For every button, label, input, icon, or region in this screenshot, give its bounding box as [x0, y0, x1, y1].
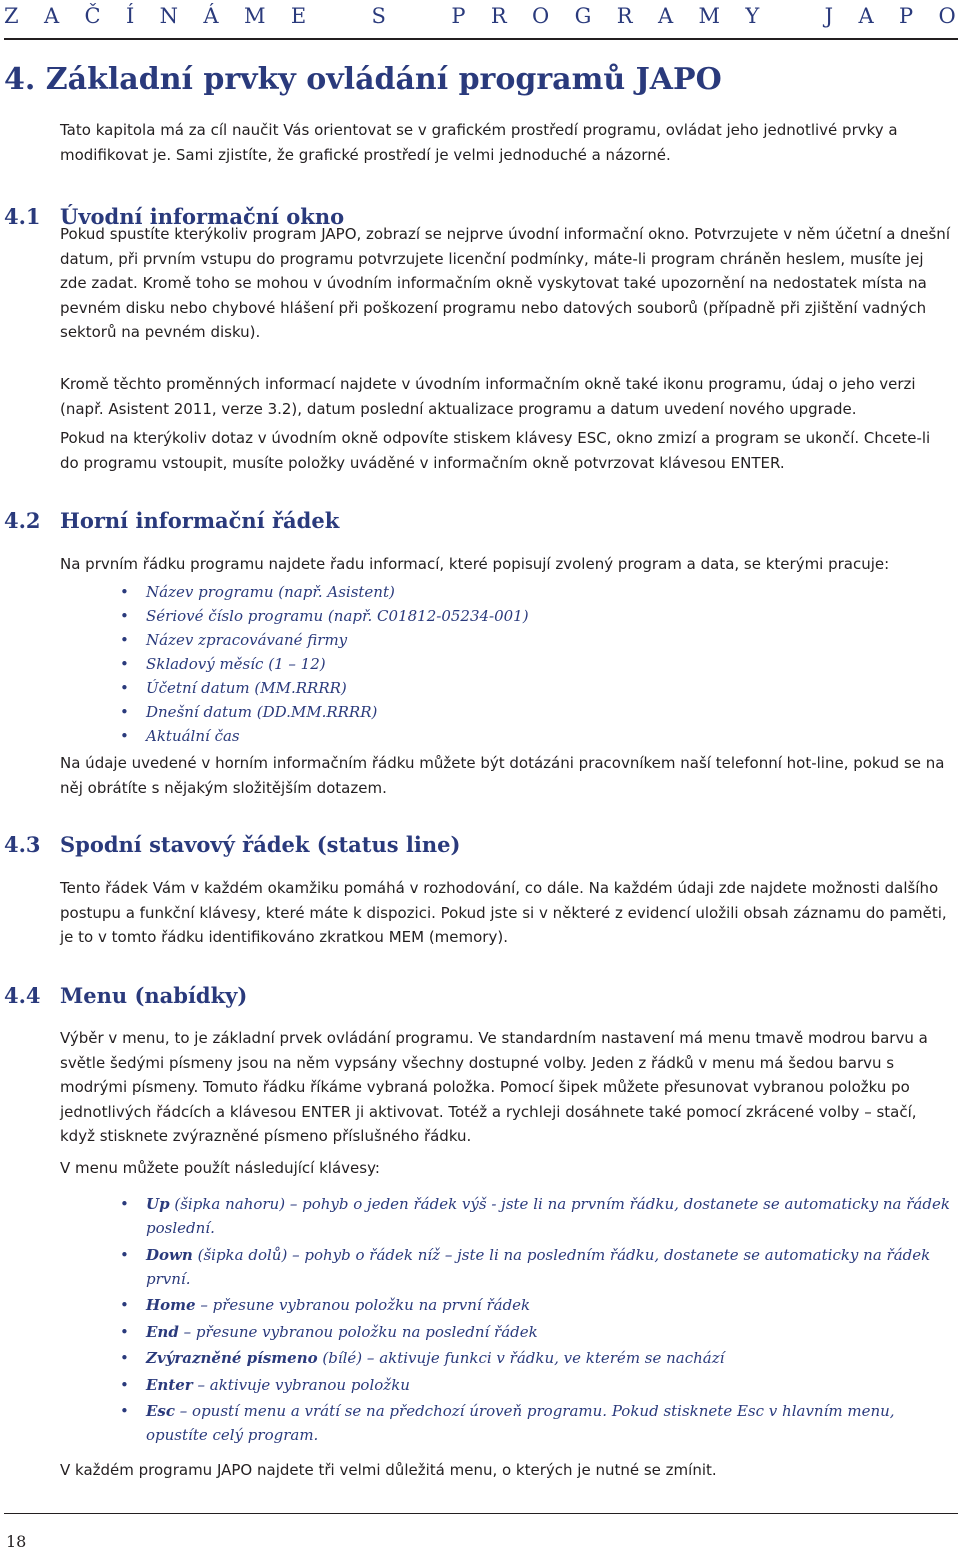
- program-info-list: [120, 580, 529, 748]
- section-title: Menu (nabídky): [60, 983, 248, 1008]
- key-description: – přesune vybranou položku na poslední řádek: [178, 1322, 538, 1341]
- menu-keys-list: [120, 1192, 958, 1450]
- key-description: – opustí menu a vrátí se na předchozí úroveň programu. Pokud stisknete Esc v hlavním menu, opustíte celý program.: [146, 1402, 895, 1444]
- list-item: [120, 604, 529, 628]
- list-item-text: Sériové číslo programu (např. C01812-05234-001): [146, 607, 529, 625]
- s44-paragraph-2: V menu můžete použít následující klávesy:: [60, 1159, 380, 1177]
- list-item: [120, 700, 529, 724]
- section-heading-4-2: [4, 508, 339, 533]
- section-title: Horní informační řádek: [60, 508, 340, 533]
- section-number: 4.4: [4, 983, 41, 1008]
- running-head-letter: Á: [203, 4, 219, 28]
- running-head: [4, 4, 956, 28]
- key-name: Up: [146, 1195, 170, 1213]
- list-item: [120, 724, 529, 748]
- bullet-icon: •: [120, 655, 129, 673]
- list-item: [120, 628, 529, 652]
- s44-paragraph-3: V každém programu JAPO najdete tři velmi důležitá menu, o kterých je nutné se zmínit.: [60, 1461, 717, 1479]
- list-item: [120, 1293, 958, 1317]
- list-item: [120, 1192, 958, 1240]
- s43-paragraph-1: Tento řádek Vám v každém okamžiku pomáhá v rozhodování, co dále. Na každém údaji zde najdete možnosti dalšího postupu a funkční klávesy, které máte k dispozici. Pokud jste si v některé z evidencí uložili obsah záznamu do paměti, je to v tomto řádku identifikováno zkratkou MEM (memory).: [60, 879, 947, 946]
- section-heading-4-4: [4, 983, 247, 1008]
- running-head-letter: A: [858, 4, 874, 28]
- running-head-letter: R: [616, 4, 633, 28]
- s41-paragraph-3: Pokud na kterýkoliv dotaz v úvodním okně odpovíte stiskem klávesy ESC, okno zmizí a program se ukončí. Chcete-li do programu vstoupit, musíte položky uváděné v informačním okně potvrzovat klávesou ENTER.: [60, 429, 931, 472]
- key-name: Enter: [146, 1375, 193, 1394]
- footer-divider: [4, 1513, 958, 1514]
- running-head-letter: M: [698, 4, 721, 28]
- key-name: End: [146, 1322, 179, 1341]
- list-item-text: Skladový měsíc (1 – 12): [146, 655, 326, 673]
- running-head-letter: Í: [125, 4, 135, 28]
- list-item: [120, 1373, 958, 1397]
- running-head-letter: J: [824, 4, 834, 28]
- key-name: Zvýrazněné písmeno: [146, 1349, 318, 1367]
- running-head-letter: A: [657, 4, 674, 28]
- bullet-icon: •: [120, 703, 129, 721]
- list-item-text: Účetní datum (MM.RRRR): [146, 679, 347, 697]
- key-name: Esc: [146, 1402, 176, 1420]
- bullet-icon: •: [120, 631, 129, 649]
- running-head-letter: G: [574, 4, 592, 28]
- running-head-letter: O: [532, 4, 550, 28]
- key-description: (bílé) – aktivuje funkci v řádku, ve kterém se nachází: [317, 1349, 725, 1367]
- running-head-letter: S: [371, 4, 386, 28]
- list-item-text: Aktuální čas: [146, 727, 240, 745]
- bullet-icon: •: [120, 1375, 129, 1394]
- s41-paragraph-1: Pokud spustíte kterýkoliv program JAPO, zobrazí se nejprve úvodní informační okno. Potvrzujete v něm účetní a dnešní datum, při prvním vstupu do programu potvrzujete licenční podmínky, máte-li program chráněn heslem, musíte jej zde zadat. Kromě toho se mohou v úvodním informačním okně vyskytovat také upozornění na nedostatek místa na pevném disku nebo chybové hlášení při poškození programu nebo datových souborů (případně při zjištění vadných sektorů na pevném disku).: [60, 225, 950, 341]
- key-name: Down: [146, 1245, 193, 1264]
- running-head-letter: Č: [84, 4, 101, 28]
- list-item-text: Název programu (např. Asistent): [146, 583, 395, 601]
- bullet-icon: •: [120, 607, 129, 625]
- s44-paragraph-1: Výběr v menu, to je základní prvek ovládání programu. Ve standardním nastavení má menu tmavě modrou barvu a světle šedými písmeny jsou na něm vypsány všechny dostupné volby. Jeden z řádků v menu má šedou barvu s modrými písmeny. Tomuto řádku říkáme vybraná položka. Pomocí šipek můžete přesunovat vybranou položku po jednotlivých řádcích a klávesou ENTER ji aktivovat. Totéž a rychleji dosáhnete také pomocí zkrácené volby – stačí, když stisknete zvýrazněné písmeno příslušného řádku.: [60, 1029, 928, 1145]
- list-item: [120, 676, 529, 700]
- bullet-icon: •: [120, 1195, 129, 1213]
- page-number: 18: [6, 1532, 27, 1551]
- section-heading-4-3: [4, 832, 460, 857]
- running-head-letter: E: [290, 4, 307, 28]
- bullet-icon: •: [120, 679, 129, 697]
- chapter-title: 4. Základní prvky ovládání programů JAPO: [4, 62, 722, 97]
- running-head-letter: M: [243, 4, 266, 28]
- list-item-text: Název zpracovávané firmy: [146, 631, 348, 649]
- running-head-letter: N: [159, 4, 179, 28]
- section-number: 4.3: [4, 832, 41, 857]
- running-head-letter: Y: [745, 4, 760, 28]
- bullet-icon: •: [120, 1296, 129, 1314]
- list-item-text: Dnešní datum (DD.MM.RRRR): [146, 703, 378, 721]
- list-item: [120, 580, 529, 604]
- list-item: [120, 652, 529, 676]
- bullet-icon: •: [120, 1349, 129, 1367]
- running-head-letter: R: [490, 4, 507, 28]
- section-number: 4.1: [4, 204, 41, 229]
- key-description: (šipka nahoru) – pohyb o jeden řádek výš - jste li na prvním řádku, dostanete se automaticky na řádek poslední.: [146, 1195, 950, 1237]
- section-title: Úvodní informační okno: [60, 204, 345, 229]
- key-name: Home: [146, 1296, 196, 1314]
- running-head-letter: P: [898, 4, 914, 28]
- section-title: Spodní stavový řádek (status line): [60, 832, 461, 857]
- bullet-icon: •: [120, 727, 129, 745]
- bullet-icon: •: [120, 583, 129, 601]
- list-item: [120, 1399, 958, 1447]
- key-description: – aktivuje vybranou položku: [192, 1375, 410, 1394]
- s41-paragraph-2: Kromě těchto proměnných informací najdete v úvodním informačním okně také ikonu programu, údaj o jeho verzi (např. Asistent 2011, verze 3.2), datum poslední aktualizace programu a datum uvedení nového upgrade.: [60, 375, 916, 418]
- bullet-icon: •: [120, 1322, 129, 1341]
- key-description: – přesune vybranou položku na první řádek: [195, 1296, 531, 1314]
- running-head-letter: P: [451, 4, 466, 28]
- list-item: [120, 1320, 958, 1344]
- bullet-icon: •: [120, 1402, 129, 1420]
- list-item: [120, 1243, 958, 1291]
- s42-paragraph-2: Na údaje uvedené v horním informačním řádku můžete být dotázáni pracovníkem naší telefonní hot-line, pokud se na něj obrátíte s nějakým složitějším dotazem.: [60, 754, 945, 797]
- section-number: 4.2: [4, 508, 41, 533]
- running-head-letter: A: [43, 4, 60, 28]
- bullet-icon: •: [120, 1245, 129, 1264]
- s42-paragraph-1: Na prvním řádku programu najdete řadu informací, které popisují zvolený program a data, se kterými pracuje:: [60, 555, 890, 573]
- intro-paragraph: Tato kapitola má za cíl naučit Vás orientovat se v grafickém prostředí programu, ovládat jeho jednotlivé prvky a modifikovat je. Sami zjistíte, že grafické prostředí je velmi jednoduché a názorné.: [60, 121, 898, 164]
- running-head-letter: O: [938, 4, 956, 28]
- running-head-letter: Z: [4, 4, 19, 28]
- list-item: [120, 1346, 958, 1370]
- header-divider: [4, 38, 958, 40]
- key-description: (šipka dolů) – pohyb o řádek níž – jste li na posledním řádku, dostanete se automaticky na řádek první.: [146, 1245, 931, 1288]
